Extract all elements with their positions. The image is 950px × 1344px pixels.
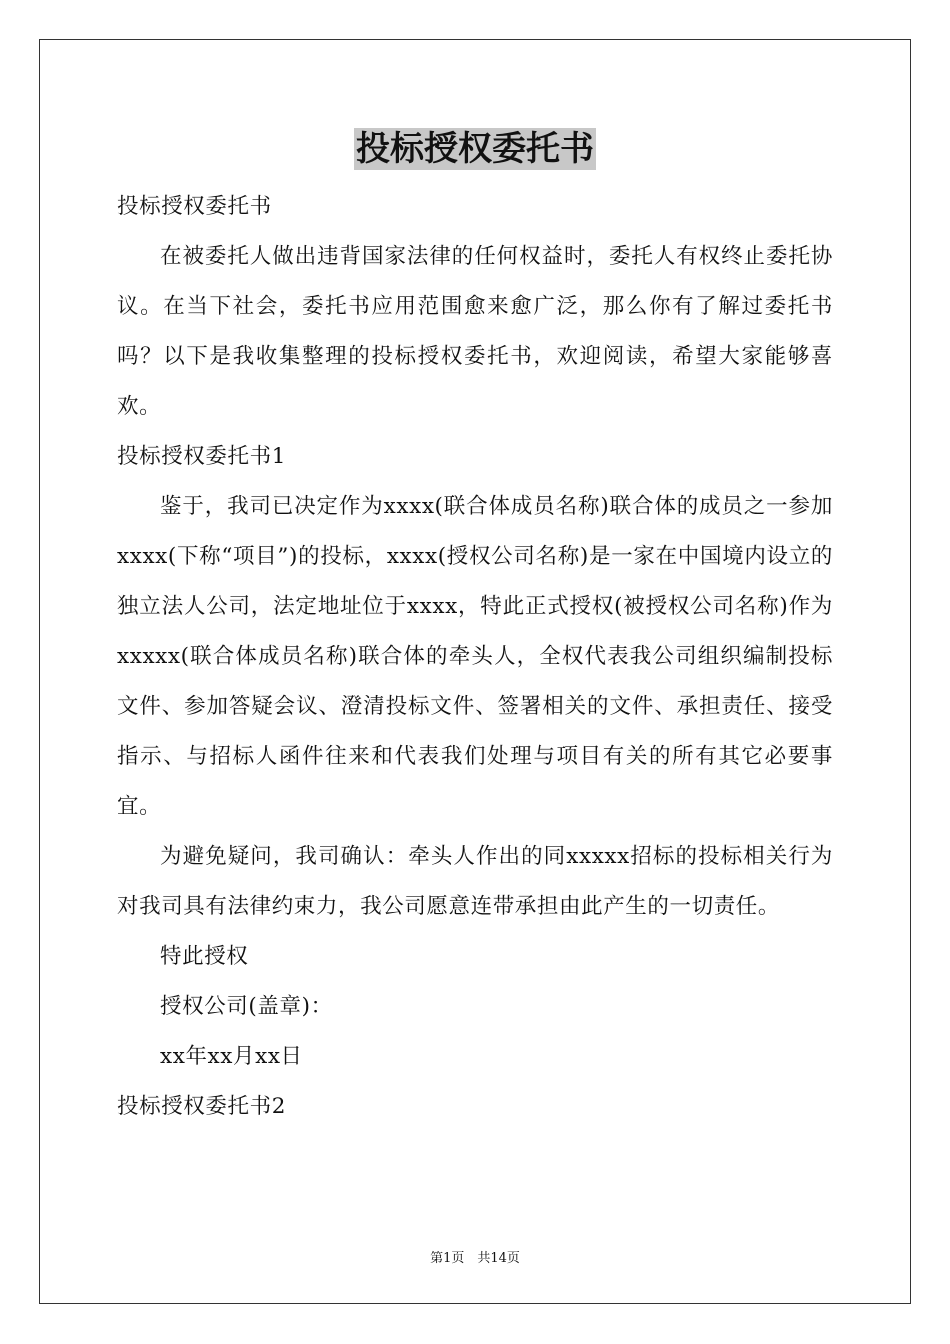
section1-company-seal-line: 授权公司(盖章)： (160, 994, 333, 1019)
section1-date-line: xx年xx月xx日 (160, 1044, 303, 1069)
subtitle: 投标授权委托书 (117, 194, 272, 219)
section1-heading: 投标授权委托书1 (117, 444, 286, 469)
page-footer (0, 1247, 950, 1266)
page-number-label: 第1页 共14页 (430, 1251, 520, 1266)
title-container (0, 128, 950, 170)
section2-heading: 投标授权委托书2 (117, 1094, 286, 1119)
document-body (117, 182, 833, 1132)
intro-paragraph: 在被委托人做出违背国家法律的任何权益时，委托人有权终止委托协议。在当下社会，委托书应用范围愈来愈广泛，那么你有了解过委托书吗？以下是我收集整理的投标授权委托书，欢迎阅读，希望大家能够喜欢。 (117, 244, 833, 419)
document-title: 投标授权委托书 (356, 129, 594, 169)
section1-authorization-line: 特此授权 (160, 944, 249, 969)
section1-paragraph-1: 鉴于，我司已决定作为xxxx(联合体成员名称)联合体的成员之一参加xxxx(下称“项目”)的投标，xxxx(授权公司名称)是一家在中国境内设立的独立法人公司，法定地址位于xxxx，特此正式授权(被授权公司名称)作为xxxxx(联合体成员名称)联合体的牵头人，全权代表我公司组织编制投标文件、参加答疑会议、澄清投标文件、签署相关的文件、承担责任、接受指示、与招标人函件往来和代表我们处理与项目有关的所有其它必要事宜。 (117, 494, 833, 819)
section1-paragraph-2: 为避免疑问，我司确认：牵头人作出的同xxxxx招标的投标相关行为对我司具有法律约束力，我公司愿意连带承担由此产生的一切责任。 (117, 844, 833, 919)
